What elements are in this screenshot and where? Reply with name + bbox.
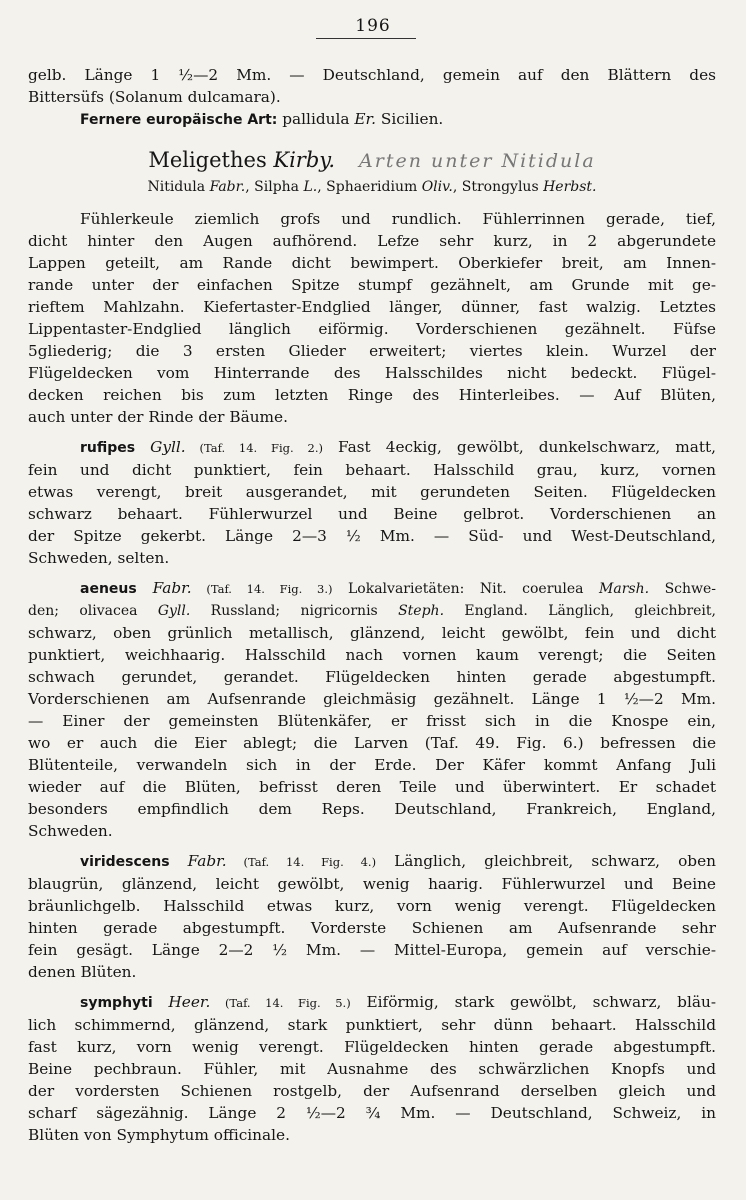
intro-line: Bittersüfs (Solanum dulcamara). xyxy=(28,88,281,106)
genus-author: Kirby. xyxy=(273,148,336,172)
genus-name: Meligethes xyxy=(148,148,274,172)
species-author: Heer. xyxy=(152,993,211,1011)
species-line: wo er auch die Eier ablegt; die Larven (Taf. 49. Fig. 6.) befressen die xyxy=(28,734,716,752)
species-line: bräunlichgelb. Halsschild etwas kurz, vorn wenig verengt. Flügeldecken xyxy=(28,897,716,915)
species-line: — Einer der gemeinsten Blütenkäfer, er frisst sich in die Knospe ein, xyxy=(28,712,716,730)
description-line: 5gliederig; die 3 ersten Glieder erweitert; viertes klein. Wurzel der xyxy=(28,342,716,360)
description-line: Lappen geteilt, am Rande dicht bewimpert. Oberkiefer breit, am Innen- xyxy=(28,254,716,272)
species-line: fein und dicht punktiert, fein behaart. Halsschild grau, kurz, vornen xyxy=(28,461,716,479)
species-name: aeneus xyxy=(80,581,137,597)
figure-ref: (Taf. 14. Fig. 4.) xyxy=(226,855,377,869)
species-line: schwarz behaart. Fühlerwurzel und Beine gelbrot. Vorderschienen an xyxy=(28,505,716,523)
species-entry-aeneus xyxy=(28,577,716,842)
species-first-line: aeneus Fabr. (Taf. 14. Fig. 3.) Lokalvarietäten: Nit. coerulea Marsh. Schwe- xyxy=(80,579,717,597)
species-name: symphyti xyxy=(80,995,153,1011)
species-line: fast kurz, vorn wenig verengt. Flügeldecken hinten gerade abgestumpft. xyxy=(28,1038,716,1056)
description-line: rieftem Mahlzahn. Kiefertaster-Endglied länger, dünner, fast walzig. Letztes xyxy=(28,298,716,316)
species-line: Blütenteile, verwandeln sich in der Erde. Der Käfer kommt Anfang Juli xyxy=(28,756,716,774)
description-line: auch unter der Rinde der Bäume. xyxy=(28,408,288,426)
description-line: Lippentaster-Endglied länglich eiförmig. Vorderschienen gezähnelt. Füfse xyxy=(28,320,716,338)
species-line: Schweden, selten. xyxy=(28,549,170,567)
species-line: schwarz, oben grünlich metallisch, glänzend, leicht gewölbt, fein und dicht xyxy=(28,624,716,642)
description-line: rande unter der einfachen Spitze stumpf gezähnelt, am Grunde mit ge- xyxy=(28,276,716,294)
species-entry-viridescens xyxy=(28,850,716,983)
genus-description xyxy=(28,208,716,428)
further-species-line: Fernere europäische Art: pallidula Er. Sicilien. xyxy=(80,110,444,128)
intro-line: gelb. Länge 1 ½—2 Mm. — Deutschland, gemein auf den Blättern des xyxy=(28,66,716,84)
species-line: wieder auf die Blüten, befrisst deren Teile und überwintert. Er schadet xyxy=(28,778,716,796)
figure-ref: (Taf. 14. Fig. 5.) xyxy=(210,996,351,1010)
species-name: viridescens xyxy=(80,854,170,870)
species-line: Beine pechbraun. Fühler, mit Ausnahme des schwärzlichen Knopfs und xyxy=(28,1060,716,1078)
species-line: Schweden. xyxy=(28,822,113,840)
species-line: besonders empfindlich dem Reps. Deutschland, Frankreich, England, xyxy=(28,800,716,818)
species-author: Fabr. xyxy=(169,852,227,870)
species-author: Gyll. xyxy=(135,438,186,456)
species-entry-symphyti xyxy=(28,991,716,1146)
genus-heading xyxy=(28,145,716,176)
description-line: Fühlerkeule ziemlich grofs und rundlich. Fühlerrinnen gerade, tief, xyxy=(80,210,716,228)
species-line: fein gesägt. Länge 2—2 ½ Mm. — Mittel-Europa, gemein auf verschie- xyxy=(28,941,716,959)
species-second-line: den; olivacea Gyll. Russland; nigricornis Steph. England. Länglich, gleichbreit, xyxy=(28,603,716,619)
species-first-line: rufipes Gyll. (Taf. 14. Fig. 2.) Fast 4eckig, gewölbt, dunkelschwarz, matt, xyxy=(80,438,716,456)
figure-ref: (Taf. 14. Fig. 3.) xyxy=(191,582,333,596)
species-line: der vordersten Schienen rostgelb, der Aufsenrand derselben gleich und xyxy=(28,1082,716,1100)
page-text xyxy=(28,64,716,1146)
description-line: Flügeldecken vom Hinterrande des Halsschildes nicht bedeckt. Flügel- xyxy=(28,364,716,382)
species-first-line: viridescens Fabr. (Taf. 14. Fig. 4.) Länglich, gleichbreit, schwarz, oben xyxy=(80,852,717,870)
figure-ref: (Taf. 14. Fig. 2.) xyxy=(185,441,323,455)
species-entry-rufipes xyxy=(28,436,716,569)
species-line: Vorderschienen am Aufsenrande gleichmäsig gezähnelt. Länge 1 ½—2 Mm. xyxy=(28,690,716,708)
species-line: blaugrün, glänzend, leicht gewölbt, wenig haarig. Fühlerwurzel und Beine xyxy=(28,875,716,893)
header-rule xyxy=(316,38,416,39)
species-line: schwach gerundet, gerandet. Flügeldecken hinten gerade abgestumpft. xyxy=(28,668,716,686)
species-line: Blüten von Symphytum officinale. xyxy=(28,1126,290,1144)
species-first-line: symphyti Heer. (Taf. 14. Fig. 5.) Eiförmig, stark gewölbt, schwarz, bläu- xyxy=(80,993,716,1011)
handwritten-note: Arten unter Nitidula xyxy=(359,150,596,172)
species-author: Fabr. xyxy=(136,579,192,597)
species-line: etwas verengt, breit ausgerandet, mit gerundeten Seiten. Flügeldecken xyxy=(28,483,716,501)
species-line: der Spitze gekerbt. Länge 2—3 ½ Mm. — Süd- und West-Deutschland, xyxy=(28,527,716,545)
species-line: lich schimmernd, glänzend, stark punktiert, sehr dünn behaart. Halsschild xyxy=(28,1016,716,1034)
description-line: dicht hinter den Augen aufhörend. Lefze sehr kurz, in 2 abgerundete xyxy=(28,232,716,250)
species-name: rufipes xyxy=(80,440,136,456)
further-species-label: Fernere europäische Art: xyxy=(80,112,278,128)
page-number: 196 xyxy=(355,16,391,36)
description-line: decken reichen bis zum letzten Ringe des Hinterleibes. — Auf Blüten, xyxy=(28,386,716,404)
species-line: hinten gerade abgestumpft. Vorderste Schienen am Aufsenrande sehr xyxy=(28,919,716,937)
genus-synonyms: Nitidula Fabr., Silpha L., Sphaeridium Oliv., Strongylus Herbst. xyxy=(147,179,597,195)
species-line: punktiert, weichhaarig. Halsschild nach vornen kaum verengt; die Seiten xyxy=(28,646,716,664)
species-line: denen Blüten. xyxy=(28,963,137,981)
species-line: scharf sägezähnig. Länge 2 ½—2 ¾ Mm. — Deutschland, Schweiz, in xyxy=(28,1104,716,1122)
